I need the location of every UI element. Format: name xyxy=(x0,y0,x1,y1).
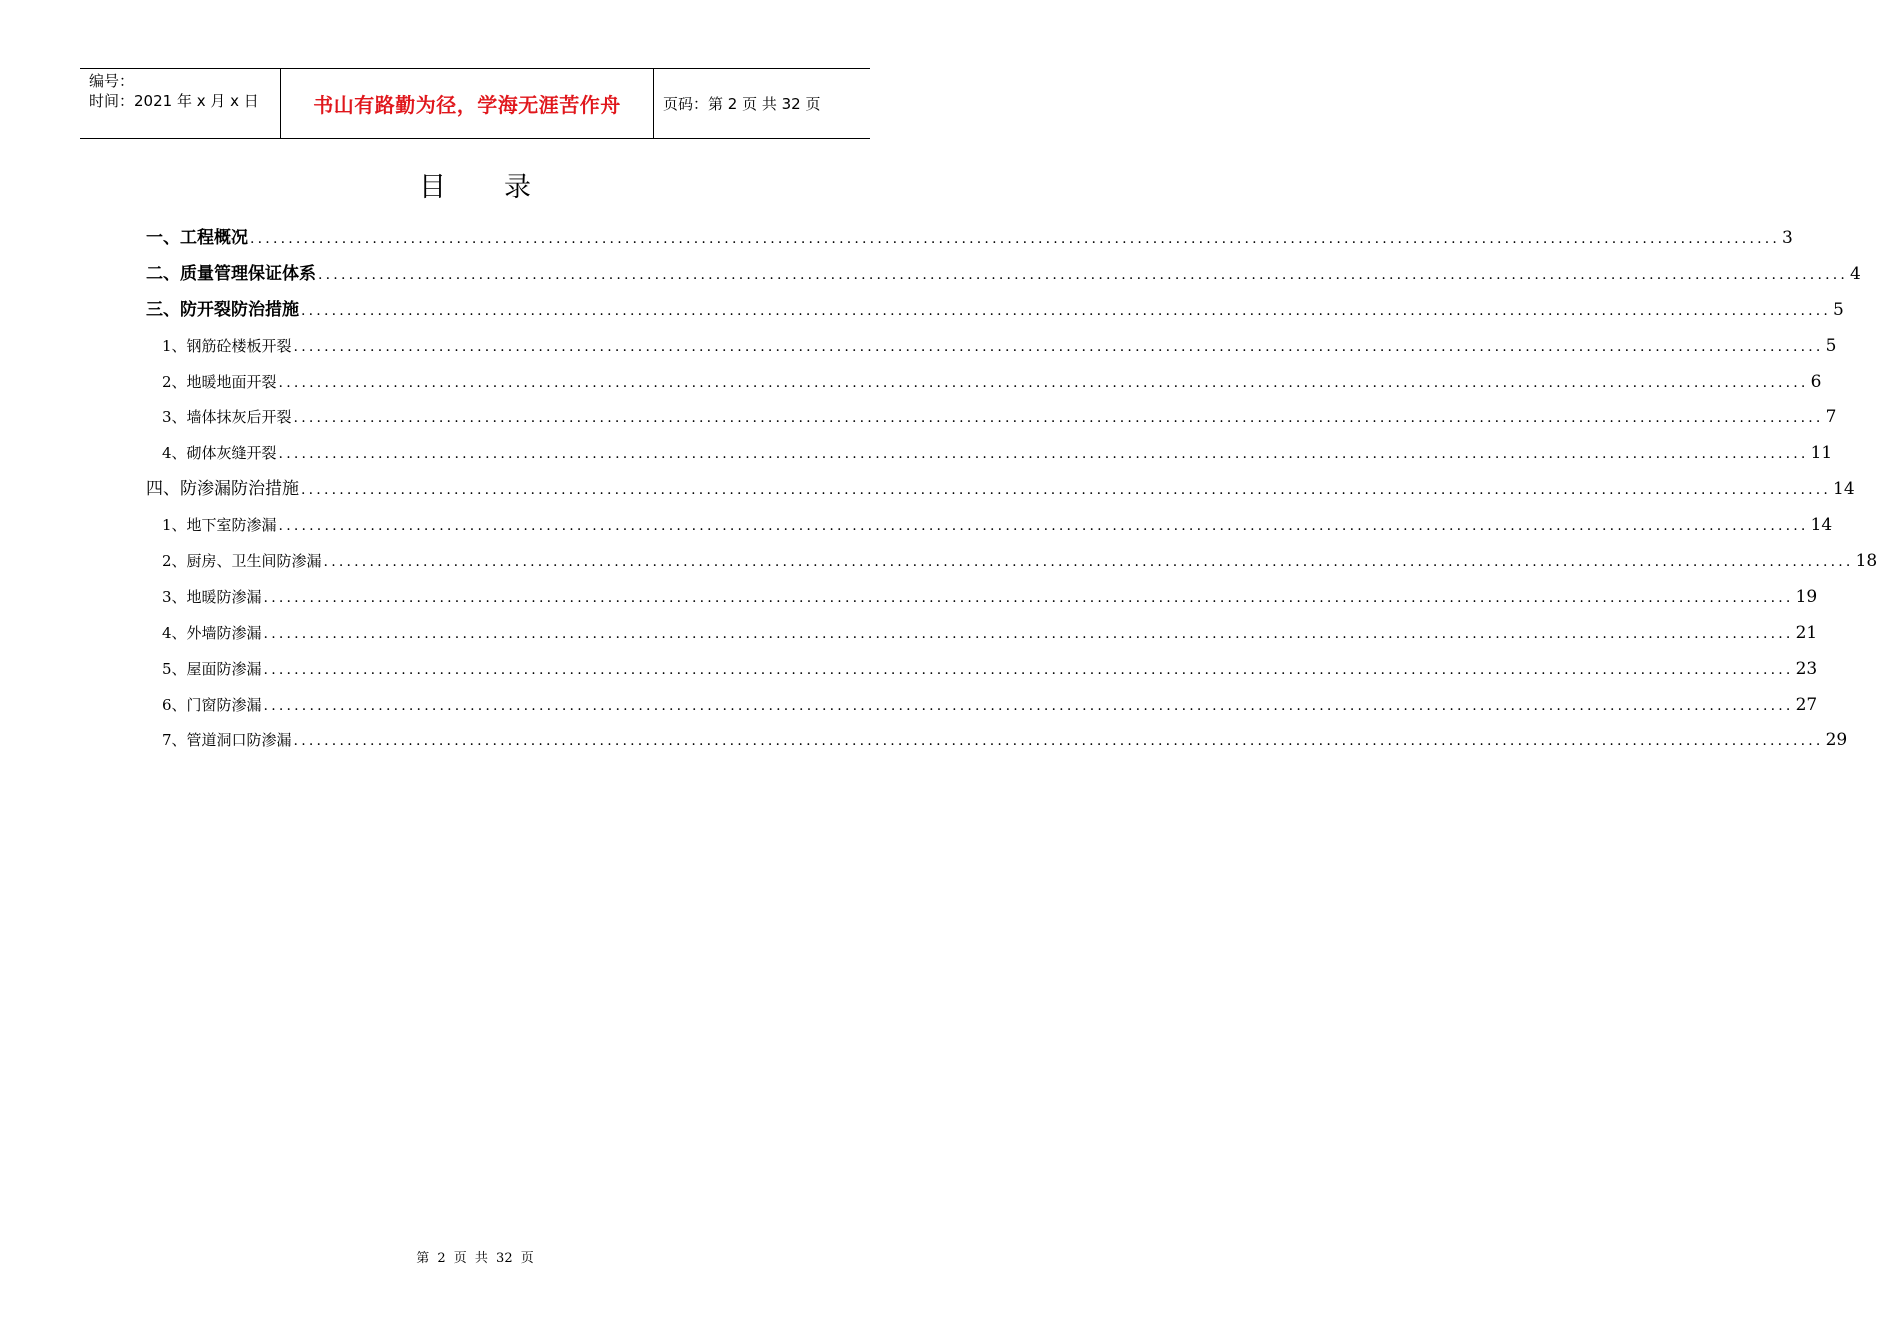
toc-entry-page: 6 xyxy=(1810,371,1822,392)
toc-entry[interactable] xyxy=(146,619,1818,655)
toc-entry[interactable] xyxy=(146,691,1818,727)
toc-entry[interactable] xyxy=(146,475,1855,511)
toc-leader-dots: ........................................................................................................................................................................................................ xyxy=(263,625,1794,642)
toc-leader-dots: ........................................................................................................................................................................................................ xyxy=(263,697,1794,714)
toc-entry-label: 4、外墙防渗漏 xyxy=(162,623,262,642)
toc-entry-page: 3 xyxy=(1782,228,1793,248)
toc-entry-label: 一、工程概况 xyxy=(146,228,248,248)
number-label: 编号： xyxy=(89,72,135,90)
toc-entry[interactable] xyxy=(146,726,1848,762)
toc-entry-page: 11 xyxy=(1810,443,1833,464)
toc-entry[interactable] xyxy=(146,403,1837,439)
header-meta-cell xyxy=(80,69,281,138)
toc-entry-label: 6、门窗防渗漏 xyxy=(162,695,262,714)
toc-entry[interactable] xyxy=(146,583,1818,619)
toc-entry-label: 7、管道洞口防渗漏 xyxy=(162,731,292,750)
toc-leader-dots: ........................................................................................................................................................................................................ xyxy=(293,338,1824,355)
page-footer: 第 2 页 共 32 页 xyxy=(416,1251,534,1266)
page-info: 页码：第 2 页 共 32 页 xyxy=(663,95,821,113)
toc-leader-dots: ........................................................................................................................................................................................................ xyxy=(278,374,1809,391)
toc-leader-dots: ........................................................................................................................................................................................................ xyxy=(250,231,1781,247)
header-motto-cell xyxy=(281,69,654,138)
toc-entry-page: 14 xyxy=(1810,515,1833,536)
toc-entry-page: 23 xyxy=(1795,658,1818,679)
toc-entry-label: 1、钢筋砼楼板开裂 xyxy=(162,336,292,355)
toc-entry-page: 18 xyxy=(1855,551,1877,572)
toc-entry-page: 5 xyxy=(1825,335,1837,356)
toc-entry-page: 19 xyxy=(1795,586,1818,607)
toc-entry-page: 4 xyxy=(1850,263,1861,284)
toc-entry[interactable] xyxy=(146,511,1833,547)
toc-entry-label: 2、地暖地面开裂 xyxy=(162,372,277,391)
toc-entry-page: 7 xyxy=(1825,407,1837,428)
toc-leader-dots: ........................................................................................................................................................................................................ xyxy=(301,302,1832,319)
toc-entry-label: 3、地暖防渗漏 xyxy=(162,587,262,606)
toc-entry[interactable] xyxy=(146,547,1877,583)
header-page-cell xyxy=(654,69,870,138)
table-of-contents xyxy=(146,224,1877,762)
toc-entry[interactable] xyxy=(146,260,1861,296)
toc-entry[interactable] xyxy=(146,224,1793,260)
toc-entry[interactable] xyxy=(146,439,1833,475)
toc-entry-label: 二、质量管理保证体系 xyxy=(146,263,316,284)
time-label: 时间：2021 年 x 月 x 日 xyxy=(89,92,259,110)
toc-leader-dots: ........................................................................................................................................................................................................ xyxy=(301,482,1832,499)
toc-entry-label: 2、厨房、卫生间防渗漏 xyxy=(162,552,322,571)
toc-leader-dots: ........................................................................................................................................................................................................ xyxy=(263,589,1794,606)
toc-leader-dots: ........................................................................................................................................................................................................ xyxy=(323,554,1854,571)
page-title: 目录 xyxy=(419,172,589,203)
toc-entry[interactable] xyxy=(146,296,1844,332)
toc-entry-label: 四、防渗漏防治措施 xyxy=(146,479,299,500)
toc-leader-dots: ........................................................................................................................................................................................................ xyxy=(263,661,1794,678)
toc-entry-page: 27 xyxy=(1795,694,1818,715)
header-table xyxy=(80,68,870,139)
toc-leader-dots: ........................................................................................................................................................................................................ xyxy=(278,518,1809,535)
toc-entry-label: 三、防开裂防治措施 xyxy=(146,299,299,320)
toc-entry-label: 3、墙体抹灰后开裂 xyxy=(162,408,292,427)
toc-leader-dots: ........................................................................................................................................................................................................ xyxy=(278,446,1809,463)
toc-entry[interactable] xyxy=(146,368,1822,404)
toc-leader-dots: ........................................................................................................................................................................................................ xyxy=(293,733,1824,750)
toc-entry-page: 5 xyxy=(1833,299,1844,320)
toc-entry-label: 5、屋面防渗漏 xyxy=(162,659,262,678)
toc-entry-page: 29 xyxy=(1825,730,1848,751)
toc-entry[interactable] xyxy=(146,655,1818,691)
toc-leader-dots: ........................................................................................................................................................................................................ xyxy=(318,266,1849,283)
toc-entry-page: 21 xyxy=(1795,622,1818,643)
toc-entry-label: 1、地下室防渗漏 xyxy=(162,516,277,535)
toc-entry-page: 14 xyxy=(1833,479,1855,500)
toc-entry-label: 4、砌体灰缝开裂 xyxy=(162,444,277,463)
toc-leader-dots: ........................................................................................................................................................................................................ xyxy=(293,410,1824,427)
motto-text: 书山有路勤为径，学海无涯苦作舟 xyxy=(313,93,621,117)
toc-entry[interactable] xyxy=(146,332,1837,368)
